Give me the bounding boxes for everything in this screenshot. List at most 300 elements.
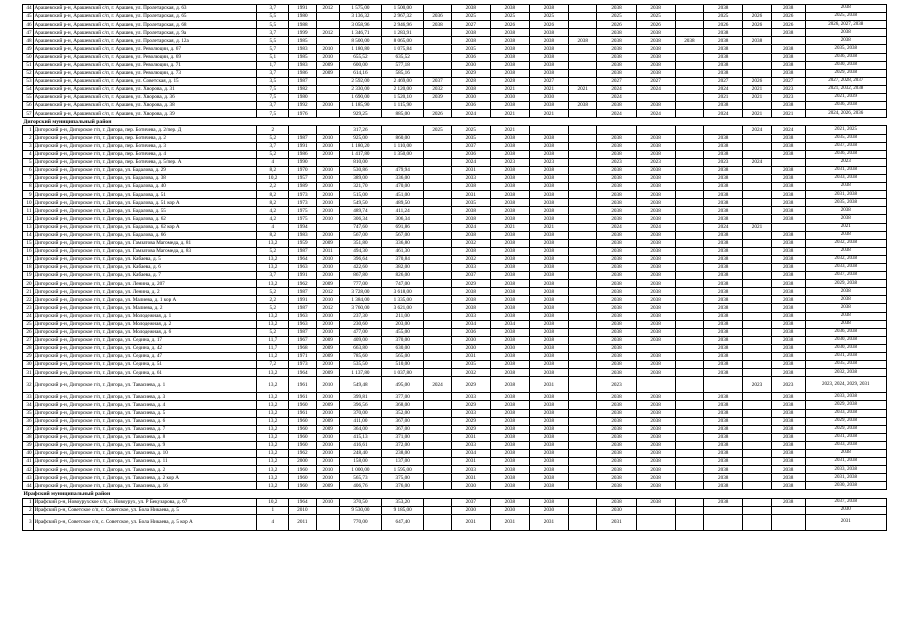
table-cell: 2038 [529,5,568,13]
row-number: 44 [23,482,34,490]
table-cell: 2025 [424,126,451,134]
table-cell: 2038 [490,264,529,272]
table-cell: 2038 [636,361,675,369]
table-cell [743,255,772,263]
table-cell [568,361,597,369]
table-cell: 3,7 [257,272,289,280]
table-cell: 614,16 [339,69,381,77]
table-cell [704,377,743,393]
table-cell: 2021 [490,223,529,231]
table-cell: 2038 [805,320,886,328]
table-cell [424,239,451,247]
table-cell: 826,00 [382,272,424,280]
row-number: 3 [23,514,34,530]
table-cell [424,134,451,142]
table-cell [424,102,451,110]
table-cell: 2038 [529,433,568,441]
row-number: 3 [23,142,34,150]
address-cell: Дигорский р-н, Дигорское г/п, г. Дигора, ул. Бадалова, д. 62 кор А [33,223,257,231]
table-cell: 2011 [316,247,339,255]
table-cell: 2000 [289,458,316,466]
table-cell: 1980 [289,13,316,21]
table-cell: 2038 [805,304,886,312]
table-cell: 929,25 [339,110,381,118]
table-cell: 2026 [636,21,675,29]
table-cell [743,102,772,110]
table-cell: 2038 [597,409,636,417]
table-cell [568,142,597,150]
table-cell: 2024 [451,110,490,118]
table-cell: 2038 [490,102,529,110]
table-cell: 2038 [529,466,568,474]
table-cell: 415,13 [339,433,381,441]
table-row [23,134,887,142]
table-cell: 370,84 [382,255,424,263]
table-cell: 3 618,00 [382,288,424,296]
table-row [23,466,887,474]
address-cell: Дигорский р-н, Дигорское г/п, г. Дигора, ул. Малиева, д. 2 [33,304,257,312]
table-row [23,433,887,441]
table-cell: 9 185,00 [382,506,424,514]
table-cell: 2038 [636,369,675,377]
table-cell: 2038 [490,280,529,288]
table-cell: 1957 [289,174,316,182]
table-cell [675,134,704,142]
table-cell: 2038 [490,466,529,474]
table-cell [316,506,339,514]
table-cell: 2024 [743,126,772,134]
address-cell: Дигорский р-н, Дигорское г/п, г. Дигора, ул. Бадалова, д. 55 [33,207,257,215]
table-row [23,441,887,449]
table-cell: 389,00 [339,174,381,182]
table-cell: 1992 [289,102,316,110]
row-number: 52 [23,69,34,77]
table-cell: 2010 [289,506,316,514]
table-cell: 2038 [771,393,805,401]
row-number: 49 [23,45,34,53]
table-cell [568,77,597,85]
table-cell: 2038 [704,344,743,352]
table-cell: 489,74 [339,207,381,215]
table-cell: 2038 [490,393,529,401]
table-cell [636,514,675,530]
table-cell: 2024 [704,110,743,118]
table-cell: 2038 [529,150,568,158]
table-cell [743,296,772,304]
table-cell: 2038 [490,191,529,199]
table-cell: 515,00 [339,191,381,199]
table-cell: 2038 [597,53,636,61]
table-cell: 1964 [289,255,316,263]
table-cell [636,94,675,102]
table-cell: 2038 [529,37,568,45]
table-cell: 7,5 [257,85,289,93]
table-cell [424,272,451,280]
table-cell [568,255,597,263]
table-cell: 2038 [805,207,886,215]
table-cell [636,344,675,352]
table-cell: 2010 [316,361,339,369]
table-cell: 2038 [597,207,636,215]
table-row [23,280,887,288]
table-row [23,377,887,393]
table-cell [675,377,704,393]
table-cell: 655,52 [339,53,381,61]
table-cell: 2024 [597,94,636,102]
table-cell: 2038 [597,498,636,506]
table-cell [568,296,597,304]
table-row [23,183,887,191]
table-cell [675,77,704,85]
table-cell: 2036 [451,328,490,336]
table-cell: 455,00 [382,328,424,336]
table-cell [568,150,597,158]
table-cell: 2038 [529,166,568,174]
table-cell: 2038 [490,5,529,13]
table-cell [568,174,597,182]
table-cell [743,29,772,37]
address-cell: Дигорский р-н, Дигорское г/п, г. Дигора, ул. Молодежная, д. 1 [33,312,257,320]
row-number: 38 [23,433,34,441]
table-cell: 2030 [451,94,490,102]
table-cell: 2031 [451,514,490,530]
table-cell: 549,48 [339,377,381,393]
table-cell: 2010 [316,466,339,474]
table-cell: 2012 [316,288,339,296]
table-cell: 2038 [490,150,529,158]
table-cell: 2031 [451,353,490,361]
table-cell: 2021 [743,85,772,93]
table-cell [597,126,636,134]
table-row [23,223,887,231]
table-cell: 2038 [490,433,529,441]
table-cell: 2021 [771,110,805,118]
table-cell: 2038 [704,433,743,441]
table-row [23,77,887,85]
table-cell: 1 000,00 [339,466,381,474]
table-cell: 2038 [771,264,805,272]
table-cell [675,247,704,255]
table-cell: 2033 [451,466,490,474]
table-cell: 477,00 [339,328,381,336]
table-row [23,199,887,207]
table-cell: 2038 [597,458,636,466]
table-cell: 2021 [529,223,568,231]
table-cell: 2031, 2038 [805,191,886,199]
table-cell: 2038 [597,134,636,142]
table-cell [675,207,704,215]
table-cell: 10,2 [257,498,289,506]
table-row [23,29,887,37]
row-number: 51 [23,61,34,69]
table-cell: 2010 [316,231,339,239]
table-cell: 2038 [636,449,675,457]
table-cell: 13,2 [257,425,289,433]
table-cell: 2030 [597,506,636,514]
table-cell: 1990 [289,158,316,166]
table-cell: 2021 [529,110,568,118]
row-number: 16 [23,247,34,255]
table-cell: 535,50 [339,361,381,369]
address-cell: Арашевский р-н, Арашевский с/п, г. Арашев, ул. Советская, д. 15 [33,77,257,85]
table-cell [568,466,597,474]
table-cell: 370,00 [382,336,424,344]
table-cell [424,458,451,466]
table-cell: 2038 [597,142,636,150]
table-cell: 2038 [597,361,636,369]
table-cell: 2023, 2024, 2029, 2031 [805,377,886,393]
table-cell: 2032, 2038 [805,369,886,377]
table-cell: 2023 [771,377,805,393]
table-cell [743,320,772,328]
table-cell: 2038 [771,231,805,239]
table-cell [675,272,704,280]
table-cell [743,328,772,336]
table-cell: 2038 [490,142,529,150]
table-cell: 2038 [704,29,743,37]
table-cell [568,449,597,457]
table-cell: 2038 [597,5,636,13]
address-cell: Арашевский р-н, Арашевский с/п, г. Арашев, ул. Пролетарская, д. 68 [33,21,257,29]
table-cell [316,77,339,85]
table-row [23,369,887,377]
row-number: 12 [23,215,34,223]
table-cell [743,247,772,255]
table-cell [675,174,704,182]
table-cell [424,191,451,199]
table-cell: 2029 [451,280,490,288]
table-cell: 2025 [529,13,568,21]
table-cell: 2038 [490,377,529,393]
table-cell [675,231,704,239]
table-cell: 411,00 [339,417,381,425]
table-cell: 1961 [289,377,316,393]
table-cell [675,482,704,490]
table-cell: 2038 [529,320,568,328]
table-cell: 2023 [636,158,675,166]
table-cell: 2038 [771,425,805,433]
table-cell: 2038 [771,409,805,417]
table-cell [636,377,675,393]
table-cell: 2021 [490,85,529,93]
table-cell [424,393,451,401]
table-cell [675,344,704,352]
table-cell: 2010 [316,474,339,482]
table-cell: 3,7 [257,102,289,110]
table-cell: 2038 [704,61,743,69]
table-cell: 2038 [805,5,886,13]
table-cell: 567,00 [339,231,381,239]
table-cell [675,239,704,247]
table-cell: 2038 [597,417,636,425]
table-cell: 4,2 [257,215,289,223]
table-cell: 747,60 [339,223,381,231]
table-cell: 13,2 [257,409,289,417]
table-row [23,61,887,69]
section-header [23,490,887,498]
table-cell: 351,80 [339,239,381,247]
table-cell [675,369,704,377]
table-cell [568,158,597,166]
table-row [23,417,887,425]
table-cell: 230,60 [339,320,381,328]
table-cell: 2038 [597,264,636,272]
table-cell: 2038 [704,393,743,401]
table-cell: 2038 [529,449,568,457]
table-cell: 2038 [597,344,636,352]
table-cell: 479,94 [382,166,424,174]
table-cell: 2038 [771,296,805,304]
table-cell: 416,61 [339,441,381,449]
table-row [23,247,887,255]
table-cell: 2038 [597,474,636,482]
table-cell: 1987 [289,328,316,336]
table-cell: 1987 [289,247,316,255]
table-cell: 630,00 [382,344,424,352]
table-cell: 2038 [597,441,636,449]
table-cell: 2038 [451,288,490,296]
table-cell: 2010 [316,264,339,272]
table-cell: 2038 [597,336,636,344]
table-cell: 2026, 2027, 2038 [805,21,886,29]
table-cell: 777,00 [339,280,381,288]
table-cell: 2038 [597,288,636,296]
table-cell: 2038 [771,474,805,482]
table-cell: 13,2 [257,466,289,474]
table-cell: 1960 [289,474,316,482]
address-cell: Дигорский р-н, Дигорское г/п, г. Дигора, ул. Бадалова, д. 51 [33,191,257,199]
table-cell [568,207,597,215]
table-cell: 2 967,32 [382,13,424,21]
table-cell: 2030 [490,344,529,352]
table-cell: 2038 [597,199,636,207]
table-cell [424,425,451,433]
table-cell: 2038 [704,409,743,417]
table-cell [424,45,451,53]
row-number: 21 [23,288,34,296]
table-cell: 510,00 [382,361,424,369]
table-cell [743,215,772,223]
table-cell: 2029 [451,377,490,393]
table-cell: 2038 [597,353,636,361]
table-cell: 2025 [451,126,490,134]
table-cell [675,61,704,69]
table-cell: 2037 [424,77,451,85]
table-cell: 2009 [316,353,339,361]
table-cell [743,272,772,280]
table-cell: 2038 [529,328,568,336]
row-number: 19 [23,272,34,280]
table-cell: 2030 [451,61,490,69]
address-cell: Ирафский р-н, Советское с/п, с. Советское, ул. Бола Никаева, д. 5 кор А [33,514,257,530]
table-cell: 489,50 [382,199,424,207]
table-cell [424,166,451,174]
table-cell [743,474,772,482]
table-cell [675,102,704,110]
table-cell: 1 037,80 [382,369,424,377]
table-cell: 2038 [704,166,743,174]
table-cell: 2038 [636,466,675,474]
section-header [23,118,887,126]
table-cell: 2038 [529,344,568,352]
document-page [22,4,887,531]
table-cell [424,304,451,312]
table-cell: 2031 [490,514,529,530]
table-cell: 2036, 2038 [805,328,886,336]
table-cell: 2031 [597,514,636,530]
table-cell: 2030 [451,482,490,490]
table-cell [568,369,597,377]
table-cell: 2039 [424,94,451,102]
table-cell [424,474,451,482]
table-cell: 2038 [597,191,636,199]
table-cell: 2038 [805,296,886,304]
table-cell: 2010 [316,166,339,174]
table-cell: 2038 [771,45,805,53]
table-cell: 2038 [704,45,743,53]
table-cell: 2024 [704,85,743,93]
section-title: Ирафский муниципальный район [23,490,887,498]
table-cell: 2038 [771,336,805,344]
table-cell [316,514,339,530]
address-cell: Дигорский р-н, Дигорское г/п, г. Дигора, ул. Тавасиева, д. 4 [33,401,257,409]
table-cell: 2038 [529,272,568,280]
table-cell: 371,00 [382,433,424,441]
table-cell [382,158,424,166]
table-cell [675,401,704,409]
table-cell: 1960 [289,401,316,409]
table-cell: 2038 [704,361,743,369]
table-cell: 2038 [490,369,529,377]
table-cell: 2038 [636,320,675,328]
table-cell [743,514,772,530]
table-cell [568,13,597,21]
table-cell: 2010 [316,142,339,150]
table-row [23,142,887,150]
table-cell: 1964 [289,498,316,506]
table-cell [704,126,743,134]
table-cell: 2038 [704,449,743,457]
table-cell [675,474,704,482]
table-cell: 2038 [529,369,568,377]
table-cell: 2038 [490,425,529,433]
address-cell: Ирафский р-н, Советское с/п, с. Советское, ул. Бола Никаева, д. 5 [33,506,257,514]
table-row [23,191,887,199]
table-cell: 1987 [289,304,316,312]
table-cell: 2038 [529,393,568,401]
table-cell [568,433,597,441]
address-cell: Дигорский р-н, Дигорское г/п, г. Дигора, ул. Тавасиева, д. 10 [33,449,257,457]
table-cell [675,5,704,13]
table-cell: 2010 [316,53,339,61]
row-number: 9 [23,191,34,199]
table-cell: 2010 [316,393,339,401]
table-cell: 2038 [771,5,805,13]
table-cell: 2033 [451,264,490,272]
table-cell: 2038 [636,239,675,247]
table-cell [743,449,772,457]
table-cell: 2027 [636,77,675,85]
table-cell: 422,60 [339,264,381,272]
table-cell: 2038 [529,134,568,142]
row-number: 35 [23,409,34,417]
table-cell: 2038 [704,482,743,490]
table-cell: 1 283,91 [382,29,424,37]
table-cell: 2026 [597,21,636,29]
table-cell [424,69,451,77]
table-cell: 2038 [771,353,805,361]
table-cell: 2038 [771,29,805,37]
